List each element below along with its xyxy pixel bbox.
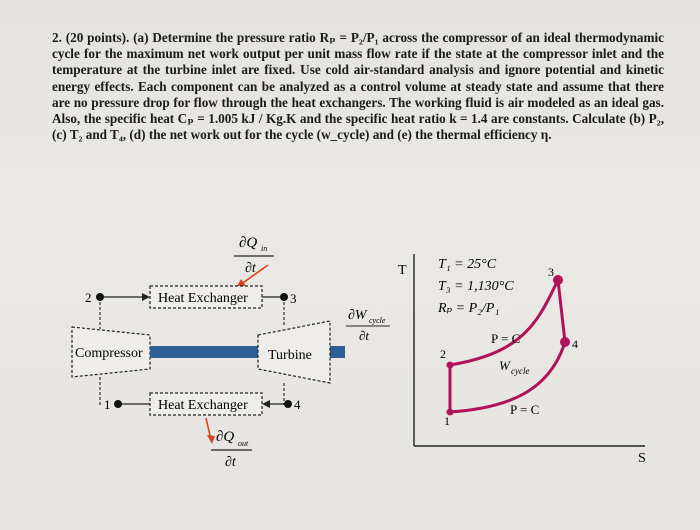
ts-state-3 xyxy=(553,275,563,285)
w-cycle-ts-label xyxy=(499,358,529,376)
p-high-label: P = C xyxy=(491,331,521,346)
heat-exchanger-bottom-label: Heat Exchanger xyxy=(158,398,248,413)
ts-diagram xyxy=(400,240,660,470)
problem-text: (a) Determine the pressure ratio Rₚ = P₂/P₁ across the compressor of an ideal thermodynamic cycle for the maximum net work output per unit mass flow rate if the state at the compressor inlet and the temperature at the turbine inlet are fixed. Use cold air-standard analysis and ignore potential and kinetic energy effects. Each component can be analyzed as a control volume at steady state and assume that there are no pressure drop for flow through the heat exchangers. The working fluid is air modeled as an ideal gas. Also, the specific heat Cₚ = 1.005 kJ / Kg.K and the specific heat ratio k = 1.4 are constants. Calculate (b) P₂, (c) T₂ and T₄, (d) the net work out for the cycle (w_cycle) and (e) the thermal efficiency η. xyxy=(52,30,665,143)
state-1-label: 1 xyxy=(104,397,111,412)
state-4-label: 4 xyxy=(294,397,301,412)
q-out-numerator: ∂Q xyxy=(216,429,235,445)
w-cycle-ts: W xyxy=(499,358,510,373)
turbine-label: Turbine xyxy=(268,348,312,363)
w-cycle-subscript: cycle xyxy=(369,316,386,325)
w-cycle-numerator: ∂W xyxy=(348,308,367,323)
w-cycle-denominator: ∂t xyxy=(359,328,370,343)
w-cycle-label xyxy=(346,308,390,343)
w-cycle-ts-sub: cycle xyxy=(511,366,530,376)
state-2-label: 2 xyxy=(85,290,92,305)
compressor-label: Compressor xyxy=(75,346,143,361)
shaft xyxy=(150,346,258,358)
problem-points: (20 points). xyxy=(65,30,130,45)
q-in-label xyxy=(234,235,274,276)
ts-state-3-label: 3 xyxy=(548,265,554,279)
p-low-label: P = C xyxy=(510,402,540,417)
q-in-subscript: in xyxy=(261,244,268,253)
ts-state-4-label: 4 xyxy=(572,337,578,351)
ts-state-2 xyxy=(447,362,454,369)
q-in-numerator: ∂Q xyxy=(239,235,258,251)
given-t3: T₃ = 1,130°C xyxy=(438,279,514,294)
cycle-curve xyxy=(450,280,565,412)
problem-number: 2. xyxy=(52,30,62,45)
heat-exchanger-top-label: Heat Exchanger xyxy=(158,291,248,306)
state-point-4 xyxy=(284,400,292,408)
cycle-schematic xyxy=(75,225,410,475)
s-axis-label: S xyxy=(638,451,646,466)
ts-state-1-label: 1 xyxy=(444,414,450,428)
q-out-denominator: ∂t xyxy=(225,455,236,470)
t-axis-label: T xyxy=(398,263,407,278)
problem-statement xyxy=(52,30,664,143)
q-in-denominator: ∂t xyxy=(245,261,256,276)
q-out-label xyxy=(211,429,252,470)
ts-state-2-label: 2 xyxy=(440,347,446,361)
state-point-1 xyxy=(114,400,122,408)
ts-state-4 xyxy=(560,337,570,347)
given-rp: Rₚ = P₂/P₁ xyxy=(438,301,500,316)
given-t1: T₁ = 25°C xyxy=(438,257,497,272)
q-out-subscript: out xyxy=(238,439,249,448)
state-3-label: 3 xyxy=(290,291,297,306)
